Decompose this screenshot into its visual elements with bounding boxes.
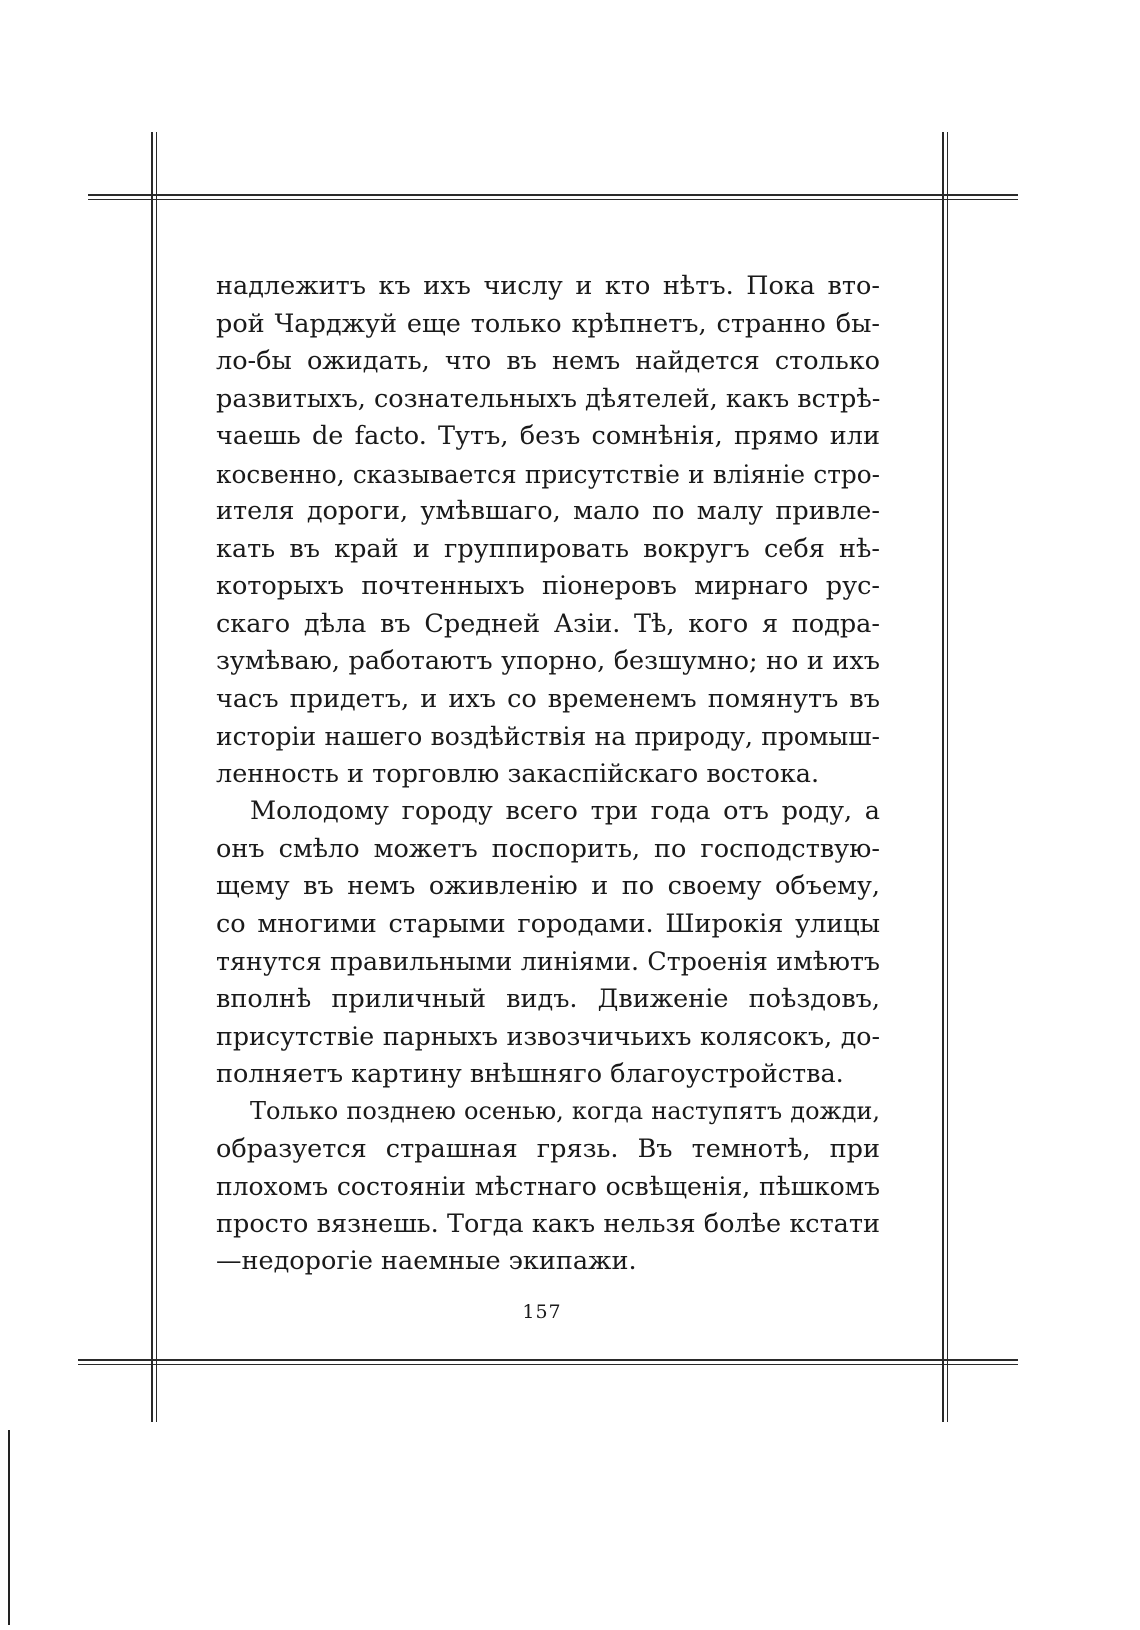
scan-edge-line: [8, 1430, 10, 1625]
frame-rule-left-inner: [156, 132, 157, 1422]
paragraph-1: [216, 268, 880, 793]
text-line: ло-бы ожидать, что въ немъ найдется столько: [216, 346, 880, 376]
page-number: [0, 1301, 1140, 1323]
text-line: —недорогіе наемные экипажи.: [216, 1246, 637, 1276]
text-line: со многими старыми городами. Широкія улицы: [216, 908, 880, 939]
frame-rule-top: [88, 194, 1018, 196]
frame-rule-left: [151, 132, 153, 1422]
text-line: косвенно, сказывается присутствіе и вліяніе стро-: [216, 459, 880, 489]
text-line: часъ придетъ, и ихъ со временемъ помянутъ въ: [216, 683, 880, 714]
text-line: образуется страшная грязь. Въ темнотѣ, при: [216, 1133, 880, 1164]
text-line: чаешь de facto. Тутъ, безъ сомнѣнія, прямо или: [216, 421, 880, 451]
page-number-text: 157: [522, 1301, 562, 1323]
body-text: [216, 268, 880, 1281]
paragraph-3: [216, 1093, 880, 1281]
text-line: кать въ край и группировать вокругъ себя нѣ-: [216, 533, 880, 564]
text-line: вполнѣ приличный видъ. Движеніе поѣздовъ,: [216, 983, 880, 1014]
text-line: тянутся правильными линіями. Строенія имѣютъ: [216, 947, 880, 976]
text-line: просто вязнешь. Тогда какъ нельзя болѣе кстати: [216, 1208, 880, 1239]
text-line: ленность и торговлю закаспійскаго востока.: [216, 758, 820, 789]
text-line: Молодому городу всего три года отъ роду, а: [250, 796, 880, 826]
text-line: рой Чарджуй еще только крѣпнетъ, странно бы-: [216, 308, 880, 339]
text-line: Только позднею осенью, когда наступятъ дожди,: [250, 1097, 880, 1125]
frame-rule-bottom: [78, 1359, 1018, 1361]
frame-rule-right: [942, 132, 944, 1422]
frame-rule-bottom-inner: [78, 1364, 1018, 1365]
text-line: ителя дороги, умѣвшаго, мало по малу привле-: [216, 496, 880, 526]
text-line: исторіи нашего воздѣйствія на природу, промыш-: [216, 722, 880, 751]
paragraph-2: [216, 793, 880, 1093]
text-line: полняетъ картину внѣшняго благоустройства.: [216, 1058, 844, 1089]
text-line: зумѣваю, работаютъ упорно, безшумно; но и ихъ: [216, 646, 880, 676]
text-line: надлежитъ къ ихъ числу и кто нѣтъ. Пока вто-: [216, 271, 880, 301]
text-line: развитыхъ, сознательныхъ дѣятелей, какъ встрѣ-: [216, 383, 880, 414]
text-line: онъ смѣло можетъ поспорить, по господствую-: [216, 833, 880, 864]
text-line: щему въ немъ оживленію и по своему объему,: [216, 871, 880, 901]
text-line: скаго дѣла въ Средней Азіи. Тѣ, кого я подра-: [216, 608, 880, 639]
frame-rule-top-inner: [88, 199, 1018, 200]
text-line: плохомъ состояніи мѣстнаго освѣщенія, пѣшкомъ: [216, 1172, 880, 1201]
text-line: присутствіе парныхъ извозчичьихъ колясокъ, до-: [216, 1022, 880, 1051]
frame-rule-right-inner: [947, 132, 948, 1422]
text-line: которыхъ почтенныхъ піонеровъ мирнаго рус-: [216, 571, 880, 601]
